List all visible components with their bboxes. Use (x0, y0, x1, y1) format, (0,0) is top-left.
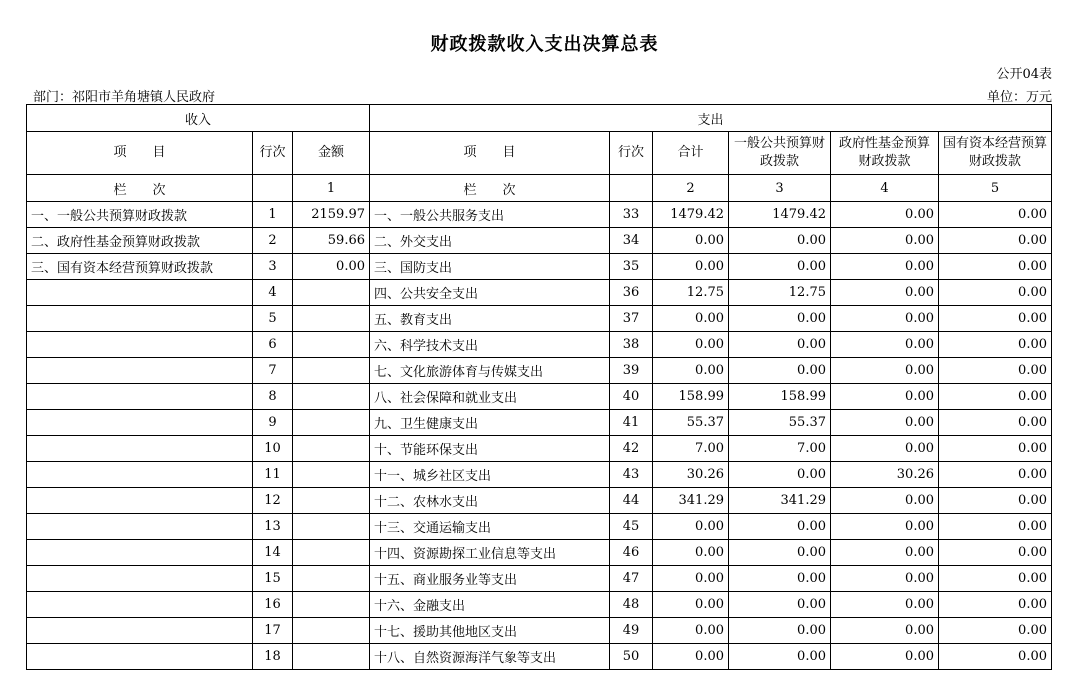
page-title: 财政拨款收入支出决算总表 (430, 34, 659, 55)
total-amount-cell: 0.00 (653, 514, 729, 540)
income-row-no-cell: 11 (253, 462, 293, 488)
gov-fund-amount-cell: 0.00 (831, 358, 939, 384)
income-row-no-cell: 17 (253, 618, 293, 644)
income-amount-cell (293, 306, 370, 332)
col5-number: 5 (939, 175, 1052, 202)
general-budget-amount-cell: 0.00 (729, 566, 831, 592)
income-row-no-cell: 18 (253, 644, 293, 670)
gov-fund-amount-cell: 0.00 (831, 540, 939, 566)
income-item-cell (27, 410, 253, 436)
table-row (27, 280, 1052, 306)
table-row (27, 306, 1052, 332)
income-item-header: 项 目 (27, 132, 253, 175)
table-row (27, 410, 1052, 436)
income-amount-cell (293, 332, 370, 358)
total-amount-cell: 341.29 (653, 488, 729, 514)
state-capital-amount-cell: 0.00 (939, 228, 1052, 254)
state-capital-amount-cell: 0.00 (939, 280, 1052, 306)
state-capital-amount-cell: 0.00 (939, 644, 1052, 670)
state-capital-amount-cell: 0.00 (939, 384, 1052, 410)
state-capital-amount-cell: 0.00 (939, 436, 1052, 462)
total-amount-cell: 0.00 (653, 540, 729, 566)
gov-fund-amount-cell: 0.00 (831, 228, 939, 254)
gov-fund-amount-cell: 0.00 (831, 202, 939, 228)
income-item-cell (27, 488, 253, 514)
col1-number: 1 (293, 175, 370, 202)
expense-item-cell: 十二、农林水支出 (370, 488, 610, 514)
income-row-no-cell: 12 (253, 488, 293, 514)
table-row (27, 540, 1052, 566)
unit-label: 单位：万元 (986, 90, 1052, 105)
table-row (27, 488, 1052, 514)
gov-fund-amount-cell: 0.00 (831, 384, 939, 410)
income-amount-cell (293, 462, 370, 488)
income-amount-cell: 2159.97 (293, 202, 370, 228)
table-row (27, 618, 1052, 644)
general-budget-amount-cell: 0.00 (729, 540, 831, 566)
table-row (27, 202, 1052, 228)
income-column-row-label: 栏 次 (27, 175, 253, 202)
income-amount-cell (293, 410, 370, 436)
gov-fund-amount-cell: 0.00 (831, 332, 939, 358)
general-budget-amount-cell: 0.00 (729, 254, 831, 280)
header-row-groups (27, 105, 1052, 132)
income-item-cell (27, 384, 253, 410)
income-row-no-cell: 7 (253, 358, 293, 384)
expense-item-cell: 一、一般公共服务支出 (370, 202, 610, 228)
total-amount-cell: 12.75 (653, 280, 729, 306)
table-row (27, 462, 1052, 488)
state-capital-amount-cell: 0.00 (939, 514, 1052, 540)
income-item-cell: 二、政府性基金预算财政拨款 (27, 228, 253, 254)
income-row-no-header: 行次 (253, 132, 293, 175)
income-row-no-cell: 15 (253, 566, 293, 592)
income-amount-cell (293, 644, 370, 670)
state-capital-amount-cell: 0.00 (939, 358, 1052, 384)
income-item-cell (27, 514, 253, 540)
income-row-no-cell: 8 (253, 384, 293, 410)
state-capital-amount-cell: 0.00 (939, 540, 1052, 566)
income-row-no-cell: 14 (253, 540, 293, 566)
income-row-no-blank (253, 175, 293, 202)
income-item-cell (27, 566, 253, 592)
expense-row-no-cell: 38 (610, 332, 653, 358)
total-amount-cell: 0.00 (653, 566, 729, 592)
gov-fund-header: 政府性基金预算财政拨款 (831, 132, 939, 175)
general-budget-amount-cell: 158.99 (729, 384, 831, 410)
gov-fund-amount-cell: 0.00 (831, 644, 939, 670)
income-amount-cell (293, 436, 370, 462)
expense-row-no-cell: 42 (610, 436, 653, 462)
state-capital-amount-cell: 0.00 (939, 488, 1052, 514)
expense-row-no-cell: 48 (610, 592, 653, 618)
gov-fund-amount-cell: 0.00 (831, 306, 939, 332)
expense-item-header: 项 目 (370, 132, 610, 175)
income-item-cell (27, 306, 253, 332)
income-row-no-cell: 5 (253, 306, 293, 332)
total-amount-cell: 55.37 (653, 410, 729, 436)
expense-item-cell: 三、国防支出 (370, 254, 610, 280)
general-budget-amount-cell: 0.00 (729, 358, 831, 384)
general-budget-amount-cell: 0.00 (729, 644, 831, 670)
gov-fund-amount-cell: 0.00 (831, 514, 939, 540)
expense-item-cell: 四、公共安全支出 (370, 280, 610, 306)
expense-row-no-cell: 46 (610, 540, 653, 566)
state-capital-amount-cell: 0.00 (939, 462, 1052, 488)
expense-row-no-cell: 44 (610, 488, 653, 514)
table-row (27, 358, 1052, 384)
total-amount-cell: 0.00 (653, 592, 729, 618)
expense-item-cell: 五、教育支出 (370, 306, 610, 332)
expense-header: 支出 (370, 105, 1052, 132)
header-row-column-numbers (27, 175, 1052, 202)
income-amount-cell (293, 358, 370, 384)
col3-number: 3 (729, 175, 831, 202)
general-budget-amount-cell: 1479.42 (729, 202, 831, 228)
state-capital-amount-cell: 0.00 (939, 254, 1052, 280)
general-budget-amount-cell: 7.00 (729, 436, 831, 462)
income-amount-cell: 59.66 (293, 228, 370, 254)
expense-row-no-cell: 50 (610, 644, 653, 670)
income-row-no-cell: 10 (253, 436, 293, 462)
expense-row-no-blank (610, 175, 653, 202)
income-row-no-cell: 16 (253, 592, 293, 618)
income-item-cell (27, 644, 253, 670)
income-row-no-cell: 4 (253, 280, 293, 306)
gov-fund-amount-cell: 0.00 (831, 436, 939, 462)
income-item-cell: 三、国有资本经营预算财政拨款 (27, 254, 253, 280)
gov-fund-amount-cell: 0.00 (831, 488, 939, 514)
general-budget-amount-cell: 0.00 (729, 514, 831, 540)
income-item-cell (27, 540, 253, 566)
table-row (27, 254, 1052, 280)
general-budget-amount-cell: 0.00 (729, 462, 831, 488)
total-amount-cell: 0.00 (653, 644, 729, 670)
general-budget-amount-cell: 0.00 (729, 618, 831, 644)
gov-fund-amount-cell: 0.00 (831, 254, 939, 280)
expense-row-no-cell: 39 (610, 358, 653, 384)
general-budget-amount-cell: 341.29 (729, 488, 831, 514)
department-label: 部门：祁阳市羊角塘镇人民政府 (33, 90, 216, 105)
expense-row-no-cell: 34 (610, 228, 653, 254)
expense-item-cell: 六、科学技术支出 (370, 332, 610, 358)
state-capital-amount-cell: 0.00 (939, 332, 1052, 358)
state-capital-amount-cell: 0.00 (939, 566, 1052, 592)
expense-item-cell: 十三、交通运输支出 (370, 514, 610, 540)
expense-item-cell: 八、社会保障和就业支出 (370, 384, 610, 410)
expense-item-cell: 九、卫生健康支出 (370, 410, 610, 436)
total-amount-cell: 0.00 (653, 332, 729, 358)
income-item-cell (27, 462, 253, 488)
expense-row-no-cell: 41 (610, 410, 653, 436)
income-item-cell (27, 332, 253, 358)
total-amount-cell: 0.00 (653, 306, 729, 332)
state-capital-amount-cell: 0.00 (939, 592, 1052, 618)
income-amount-cell (293, 592, 370, 618)
expense-item-cell: 七、文化旅游体育与传媒支出 (370, 358, 610, 384)
income-row-no-cell: 6 (253, 332, 293, 358)
state-capital-amount-cell: 0.00 (939, 618, 1052, 644)
income-amount-cell: 0.00 (293, 254, 370, 280)
income-amount-cell (293, 488, 370, 514)
state-capital-amount-cell: 0.00 (939, 410, 1052, 436)
total-header: 合计 (653, 132, 729, 175)
expense-row-no-cell: 49 (610, 618, 653, 644)
state-capital-header: 国有资本经营预算财政拨款 (939, 132, 1052, 175)
income-amount-cell (293, 384, 370, 410)
table-row (27, 514, 1052, 540)
expense-row-no-cell: 47 (610, 566, 653, 592)
gov-fund-amount-cell: 0.00 (831, 566, 939, 592)
income-item-cell (27, 358, 253, 384)
table-row (27, 644, 1052, 670)
expense-item-cell: 二、外交支出 (370, 228, 610, 254)
total-amount-cell: 30.26 (653, 462, 729, 488)
gov-fund-amount-cell: 0.00 (831, 280, 939, 306)
total-amount-cell: 7.00 (653, 436, 729, 462)
expense-row-no-cell: 40 (610, 384, 653, 410)
form-number: 公开04表 (996, 67, 1052, 82)
income-item-cell (27, 592, 253, 618)
table-row (27, 592, 1052, 618)
expense-item-cell: 十五、商业服务业等支出 (370, 566, 610, 592)
total-amount-cell: 0.00 (653, 254, 729, 280)
gov-fund-amount-cell: 0.00 (831, 410, 939, 436)
expense-row-no-cell: 33 (610, 202, 653, 228)
total-amount-cell: 0.00 (653, 618, 729, 644)
expense-item-cell: 十七、援助其他地区支出 (370, 618, 610, 644)
total-amount-cell: 1479.42 (653, 202, 729, 228)
general-budget-header: 一般公共预算财政拨款 (729, 132, 831, 175)
income-row-no-cell: 3 (253, 254, 293, 280)
col2-number: 2 (653, 175, 729, 202)
col4-number: 4 (831, 175, 939, 202)
expense-item-cell: 十四、资源勘探工业信息等支出 (370, 540, 610, 566)
gov-fund-amount-cell: 0.00 (831, 592, 939, 618)
expense-row-no-cell: 37 (610, 306, 653, 332)
general-budget-amount-cell: 12.75 (729, 280, 831, 306)
gov-fund-amount-cell: 0.00 (831, 618, 939, 644)
income-item-cell (27, 618, 253, 644)
expense-row-no-cell: 43 (610, 462, 653, 488)
expense-item-cell: 十、节能环保支出 (370, 436, 610, 462)
general-budget-amount-cell: 55.37 (729, 410, 831, 436)
income-amount-cell (293, 280, 370, 306)
expense-row-no-cell: 45 (610, 514, 653, 540)
total-amount-cell: 0.00 (653, 358, 729, 384)
expense-item-cell: 十八、自然资源海洋气象等支出 (370, 644, 610, 670)
table-row (27, 566, 1052, 592)
expense-column-row-label: 栏 次 (370, 175, 610, 202)
header-row-columns (27, 132, 1052, 175)
general-budget-amount-cell: 0.00 (729, 306, 831, 332)
income-row-no-cell: 13 (253, 514, 293, 540)
total-amount-cell: 158.99 (653, 384, 729, 410)
expense-row-no-cell: 36 (610, 280, 653, 306)
table-row (27, 228, 1052, 254)
expense-row-no-header: 行次 (610, 132, 653, 175)
table-row (27, 332, 1052, 358)
income-header: 收入 (27, 105, 370, 132)
income-item-cell (27, 280, 253, 306)
total-amount-cell: 0.00 (653, 228, 729, 254)
income-item-cell: 一、一般公共预算财政拨款 (27, 202, 253, 228)
state-capital-amount-cell: 0.00 (939, 306, 1052, 332)
general-budget-amount-cell: 0.00 (729, 592, 831, 618)
income-amount-cell (293, 540, 370, 566)
state-capital-amount-cell: 0.00 (939, 202, 1052, 228)
expense-item-cell: 十六、金融支出 (370, 592, 610, 618)
expense-row-no-cell: 35 (610, 254, 653, 280)
income-row-no-cell: 2 (253, 228, 293, 254)
general-budget-amount-cell: 0.00 (729, 332, 831, 358)
income-row-no-cell: 9 (253, 410, 293, 436)
income-amount-cell (293, 566, 370, 592)
income-item-cell (27, 436, 253, 462)
income-amount-header: 金额 (293, 132, 370, 175)
income-amount-cell (293, 514, 370, 540)
income-row-no-cell: 1 (253, 202, 293, 228)
table-row (27, 436, 1052, 462)
gov-fund-amount-cell: 30.26 (831, 462, 939, 488)
table-row (27, 384, 1052, 410)
budget-table (26, 104, 1052, 670)
general-budget-amount-cell: 0.00 (729, 228, 831, 254)
expense-item-cell: 十一、城乡社区支出 (370, 462, 610, 488)
income-amount-cell (293, 618, 370, 644)
